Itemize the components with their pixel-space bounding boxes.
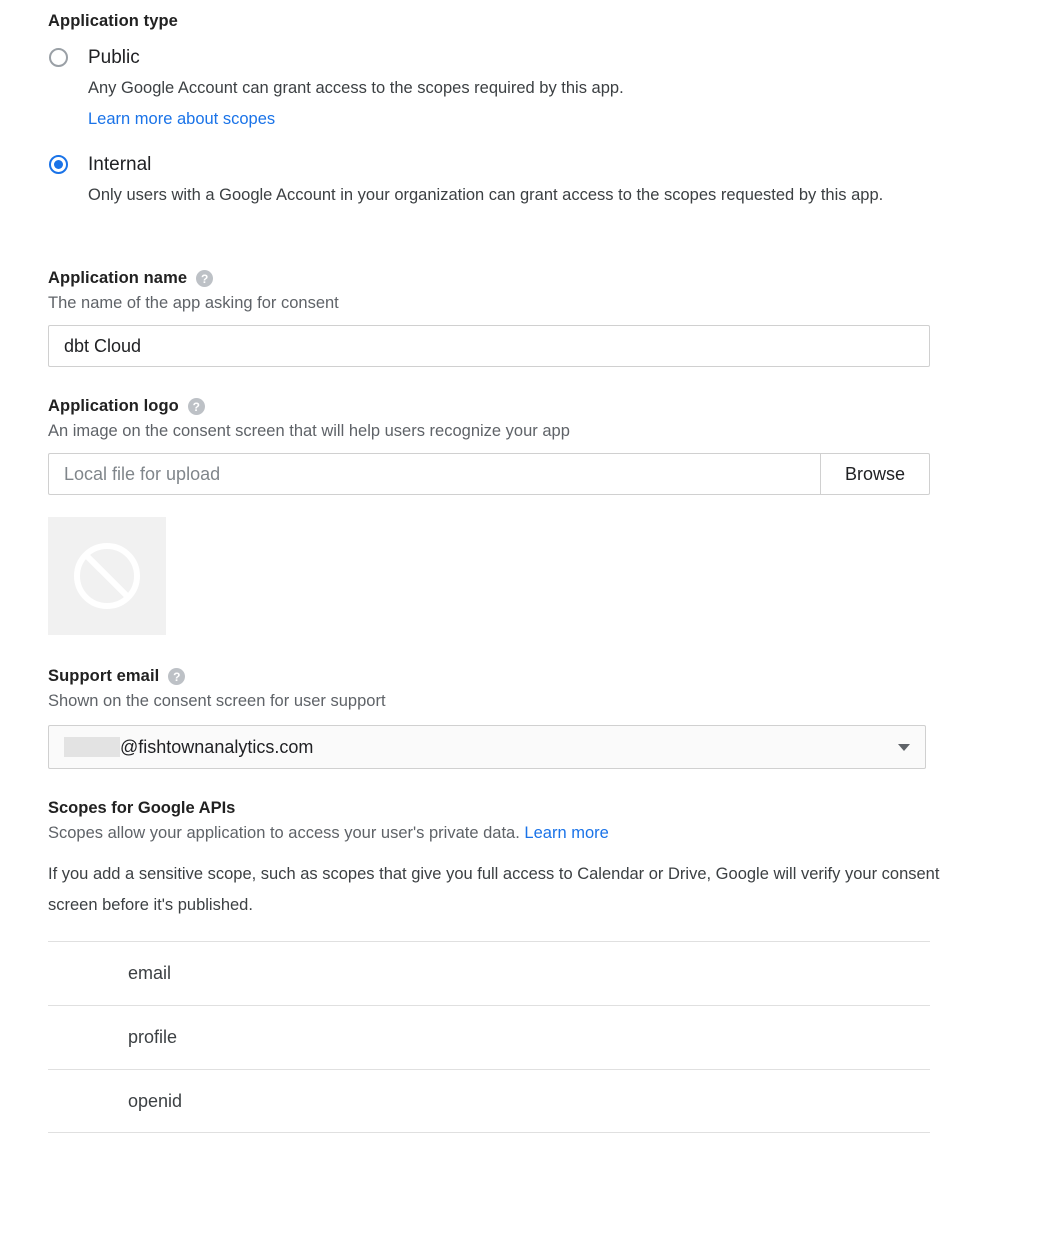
application-name-input[interactable] <box>48 325 930 367</box>
radio-option-public[interactable] <box>48 45 992 134</box>
scopes-note: If you add a sensitive scope, such as scopes that give you full access to Calendar or Drive, Google will verify your consent screen before it's published. <box>48 865 940 914</box>
logo-file-input[interactable] <box>48 453 820 495</box>
help-icon[interactable]: ? <box>196 270 213 287</box>
application-logo-label: Application logo <box>48 397 179 415</box>
application-logo-header <box>48 397 992 416</box>
redacted-email-prefix <box>64 737 120 757</box>
logo-preview <box>48 517 166 635</box>
scopes-learn-more-link[interactable]: Learn more <box>524 824 609 842</box>
support-email-label: Support email <box>48 667 160 685</box>
scope-name: profile <box>128 1027 178 1047</box>
radio-public-description: Any Google Account can grant access to the scopes required by this app. <box>88 79 624 97</box>
scopes-section <box>48 799 992 1133</box>
radio-option-internal[interactable] <box>48 152 992 211</box>
support-email-value: @fishtownanalytics.com <box>120 736 314 757</box>
radio-internal-label: Internal <box>88 154 152 175</box>
table-row[interactable] <box>48 1069 930 1133</box>
support-email-select[interactable] <box>48 725 926 769</box>
help-icon[interactable]: ? <box>168 668 185 685</box>
browse-button[interactable]: Browse <box>820 453 930 495</box>
application-logo-sub: An image on the consent screen that will help users recognize your app <box>48 422 570 440</box>
scope-name: openid <box>128 1090 183 1111</box>
help-icon[interactable]: ? <box>188 398 205 415</box>
chevron-down-icon[interactable] <box>898 744 910 751</box>
application-logo-field <box>48 397 992 635</box>
no-image-icon <box>74 543 140 609</box>
support-email-header <box>48 667 992 686</box>
radio-public-icon[interactable] <box>49 48 68 67</box>
application-name-sub: The name of the app asking for consent <box>48 294 339 312</box>
learn-more-about-scopes-link[interactable]: Learn more about scopes <box>88 110 276 128</box>
logo-upload-row <box>48 453 930 495</box>
table-row[interactable] <box>48 1005 930 1069</box>
application-name-field <box>48 269 992 367</box>
application-name-label: Application name <box>48 269 188 287</box>
application-type-label: Application type <box>48 12 178 30</box>
scopes-title: Scopes for Google APIs <box>48 799 236 817</box>
radio-internal-description: Only users with a Google Account in your organization can grant access to the scopes requested by this app. <box>88 186 884 204</box>
radio-public-label: Public <box>88 47 140 68</box>
scopes-sub <box>48 824 992 843</box>
support-email-field <box>48 667 992 769</box>
scopes-table <box>48 941 930 1133</box>
support-email-sub: Shown on the consent screen for user support <box>48 692 386 710</box>
application-name-header <box>48 269 992 288</box>
scope-name: email <box>128 963 172 983</box>
scopes-sub-text: Scopes allow your application to access your user's private data. <box>48 824 520 842</box>
radio-internal-icon[interactable] <box>49 155 68 174</box>
table-row[interactable] <box>48 941 930 1005</box>
